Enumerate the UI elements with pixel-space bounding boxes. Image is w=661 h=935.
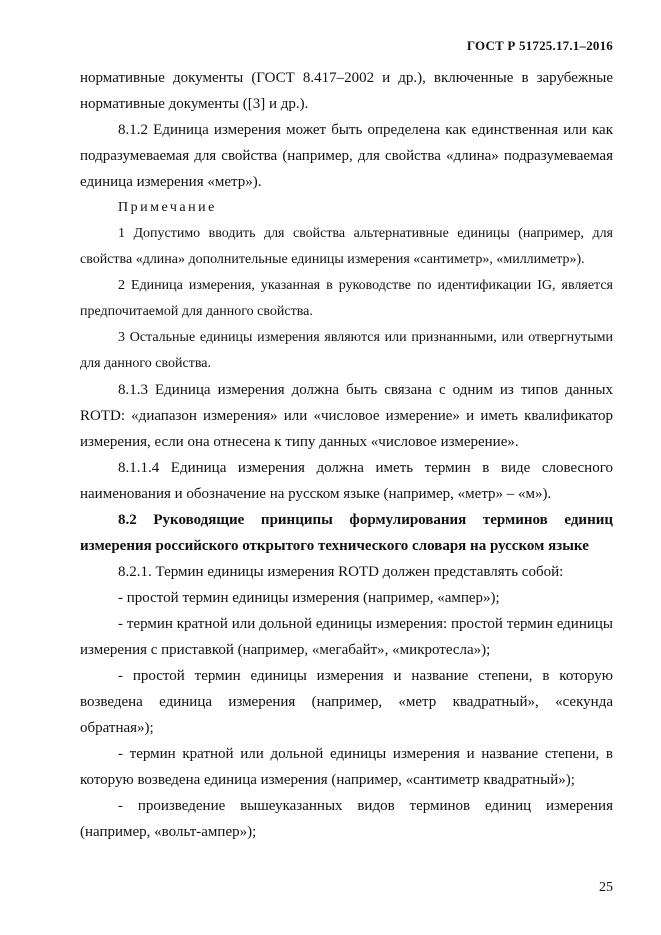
list-item: - произведение вышеуказанных видов терминов единиц измерения (например, «вольт-ампер»); xyxy=(80,798,613,840)
note-heading: Примечание xyxy=(118,200,217,215)
paragraph: 8.1.1.4 Единица измерения должна иметь термин в виде словесного наименования и обозначение на русском языке (например, «метр» – «м»). xyxy=(80,460,613,502)
section-heading: 8.2 Руководящие принципы формулирования терминов единиц измерения российского открытого технического словаря на русском языке xyxy=(80,512,613,554)
paragraph: нормативные документы (ГОСТ 8.417–2002 и др.), включенные в зарубежные нормативные документы ([3] и др.). xyxy=(80,70,613,112)
note-item: 1 Допустимо вводить для свойства альтернативные единицы (например, для свойства «длина» дополнительные единицы измерения «сантиметр», «миллиметр»). xyxy=(80,226,613,267)
page-number: 25 xyxy=(599,880,613,895)
list-item: - простой термин единицы измерения (например, «ампер»); xyxy=(118,590,500,606)
list-item: - термин кратной или дольной единицы измерения и название степени, в которую возведена единица измерения (например, «сантиметр квадратный»); xyxy=(80,746,613,788)
note-item: 3 Остальные единицы измерения являются или признанными, или отвергнутыми для данного свойства. xyxy=(80,330,613,371)
paragraph: 8.1.3 Единица измерения должна быть связана с одним из типов данных ROTD: «диапазон измерения» или «числовое измерение» и иметь квалификатор измерения, если она отнесена к типу данных «числовое измерение». xyxy=(80,382,613,450)
paragraph: 8.1.2 Единица измерения может быть определена как единственная или как подразумеваемая для свойства (например, для свойства «длина» подразумеваемая единица измерения «метр»). xyxy=(80,122,613,190)
document-header: ГОСТ Р 51725.17.1–2016 xyxy=(466,38,613,53)
document-body xyxy=(80,65,613,845)
note-item: 2 Единица измерения, указанная в руководстве по идентификации IG, является предпочитаемой для данного свойства. xyxy=(80,278,613,319)
paragraph: 8.2.1. Термин единицы измерения ROTD должен представлять собой: xyxy=(118,564,564,580)
list-item: - термин кратной или дольной единицы измерения: простой термин единицы измерения с приставкой (например, «мегабайт», «микротесла»); xyxy=(80,616,613,658)
list-item: - простой термин единицы измерения и название степени, в которую возведена единица измерения (например, «метр квадратный», «секунда обратная»); xyxy=(80,668,613,736)
